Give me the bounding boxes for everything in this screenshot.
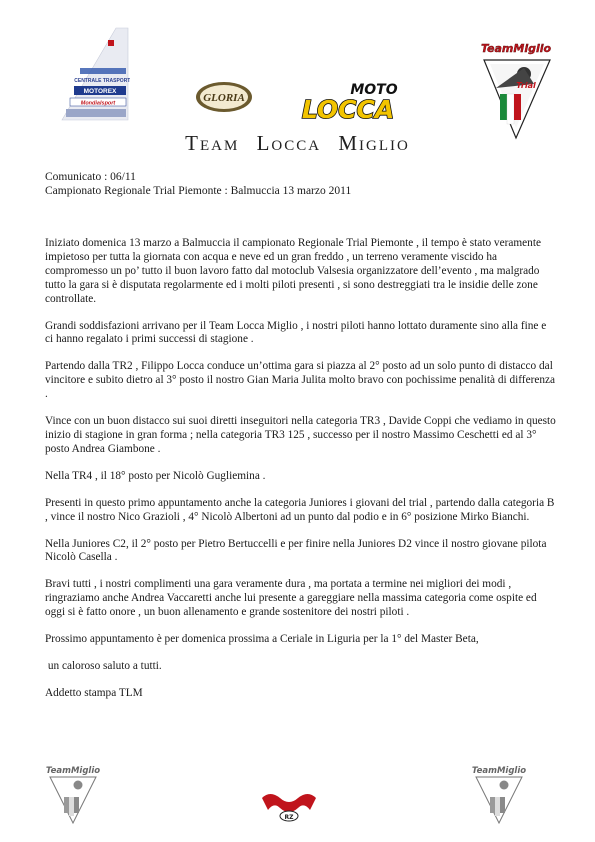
- svg-text:TeamMiglio: TeamMiglio: [471, 766, 527, 776]
- paragraph: Partendo dalla TR2 , Filippo Locca conduce un’ottima gara si piazza al 2° posto ad un solo punto di distacco dal vincitore e subito dietro al 3° posto il nostro Gian Maria Julita molto bravo con pochissime penalità di differenza .: [45, 360, 556, 401]
- paragraph: Vince con un buon distacco sui suoi diretti inseguitori nella categoria TR3 , Davide Coppi che vediamo in questo inizio di stagione in gran forma ; nella categoria TR3 125 , successo per il nostro Massimo Ceschetti ed al 3° posto Andrea Giambone .: [45, 415, 556, 455]
- svg-text:Trial: Trial: [516, 81, 536, 90]
- paragraph: Bravi tutti , i nostri complimenti una gara veramente dura , ma portata a termine nei migliori dei modi , ringraziamo anche Andrea Vaccaretti anche lui presente a gareggiare nella massima categoria come ospite ed oggi si è fatto onore , un buon allenamento e grande sostenitore dei nostri piloti .: [45, 578, 537, 619]
- svg-text:MOTO: MOTO: [350, 82, 398, 98]
- team-miglio-footer-logo-left: [40, 763, 106, 825]
- communique-header: [45, 170, 351, 198]
- signature-line: Addetto stampa TLM: [45, 686, 143, 699]
- svg-text:TeamMiglio: TeamMiglio: [45, 766, 101, 776]
- gloria-logo: [194, 80, 254, 114]
- paragraph: Nella TR4 , il 18° posto per Nicolò Gugliemina .: [45, 469, 266, 482]
- paragraph: Iniziato domenica 13 marzo a Balmuccia il campionato Regionale Trial Piemonte , il tempo è stato veramente impietoso per tutta la giornata con acqua e neve ed un gran freddo , un terreno veramente viscido ha compromesso un po’ tutto il buon lavoro fatto dal motoclub Valsesia organizzatore dell’evento , ma malgrado tutto la gara si è disputata regolarmente ed i molti piloti presenti , si sono destreggiati tra le insidie delle zone controllate.: [45, 237, 541, 305]
- paragraph: Grandi soddisfazioni arrivano per il Team Locca Miglio , i nostri piloti hanno lottato duramente sino alla fine e ci hanno regalato i primi successi di stagione .: [45, 319, 547, 346]
- paragraph: Nella Juniores C2, il 2° posto per Pietro Bertuccelli e per finire nella Juniores D2 vince il nostro giovane pilota Nicolò Casella .: [45, 537, 547, 564]
- closing-greeting: un caloroso saluto a tutti.: [45, 659, 162, 672]
- paragraph: Presenti in questo primo appuntamento anche la categoria Juniores i giovani del trial , partendo dalla categoria B , vince il nostro Nico Grazioli , 4° Nicolò Albertoni ad un punto dal podio e in 6° posizione Mirko Bianchi.: [45, 496, 555, 523]
- svg-text:LOCCA: LOCCA: [301, 95, 395, 122]
- svg-text:CENTRALE TRASPORTI: CENTRALE TRASPORTI: [74, 78, 130, 84]
- championship-line: Campionato Regionale Trial Piemonte : Balmuccia 13 marzo 2011: [45, 185, 352, 197]
- svg-text:TeamMiglio: TeamMiglio: [480, 42, 552, 55]
- svg-text:GLORIA: GLORIA: [203, 92, 245, 104]
- document-title: Team Locca Miglio: [185, 131, 410, 155]
- svg-text:RZ: RZ: [284, 814, 294, 821]
- communique-number: Comunicato : 06/11: [45, 171, 136, 183]
- sponsors-banner-logo: [58, 24, 130, 124]
- svg-text:MOTOREX: MOTOREX: [83, 88, 117, 95]
- team-miglio-logo: [468, 40, 562, 140]
- rz-logo: [258, 788, 320, 824]
- paragraph: Prossimo appuntamento è per domenica prossima a Ceriale in Liguria per la 1° del Master Beta,: [45, 633, 479, 646]
- article-body: [45, 237, 557, 714]
- moto-locca-logo: [292, 78, 412, 122]
- team-miglio-footer-logo-right: [466, 763, 532, 825]
- svg-text:Mondialsport: Mondialsport: [80, 100, 116, 107]
